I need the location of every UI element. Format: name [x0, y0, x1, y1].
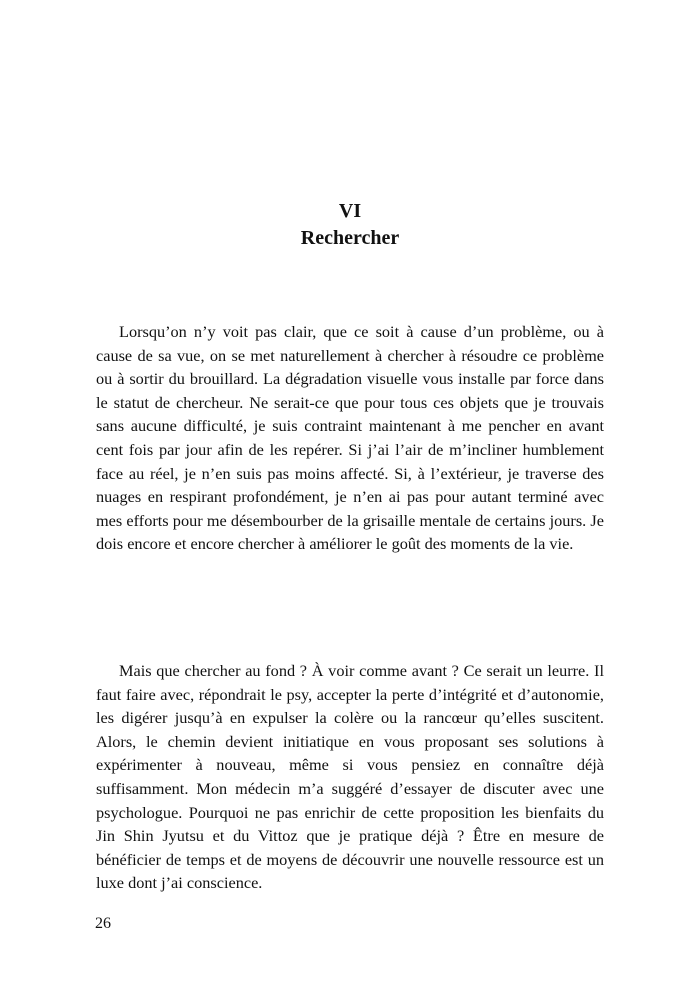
- paragraph-1: Lorsqu’on n’y voit pas clair, que ce soit à cause d’un problème, ou à cause de sa vue, on se met naturellement à chercher à résoudre ce problème ou à sortir du brouillard. La dégradation visuelle vous installe par force dans le statut de chercheur. Ne serait-ce que pour tous ces objets que je trouvais sans aucune difficulté, je suis contraint maintenant à me pencher en avant cent fois par jour afin de les repérer. Si j’ai l’air de m’incliner humblement face au réel, je n’en suis pas moins affecté. Si, à l’extérieur, je traverse des nuages en respirant profondément, je n’en ai pas pour autant terminé avec mes efforts pour me désembourber de la grisaille mentale de certains jours. Je dois encore et encore chercher à améliorer le goût des moments de la vie.: [96, 322, 604, 554]
- chapter-title: Rechercher: [300, 227, 400, 249]
- paragraph-2: Mais que chercher au fond ? À voir comme avant ? Ce serait un leurre. Il faut faire avec, répondrait le psy, accepter la perte d’intégrité et d’autonomie, les digérer jusqu’à en expulser la colère ou la rancœur qu’elles suscitent. Alors, le chemin devient initiatique en vous proposant ses solutions à expérimenter à nouveau, même si vous pensiez en connaître déjà suffisamment. Mon médecin m’a suggéré d’essayer de discuter avec une psychologue. Pourquoi ne pas enrichir de cette proposition les bienfaits du Jin Shin Jyutsu et du Vittoz que je pratique déjà ? Être en mesure de bénéficier de temps et de moyens de découvrir une nouvelle ressource est un luxe dont j’ai conscience.: [96, 661, 604, 893]
- page-number: 26: [95, 915, 111, 932]
- chapter-number: VI: [338, 200, 362, 222]
